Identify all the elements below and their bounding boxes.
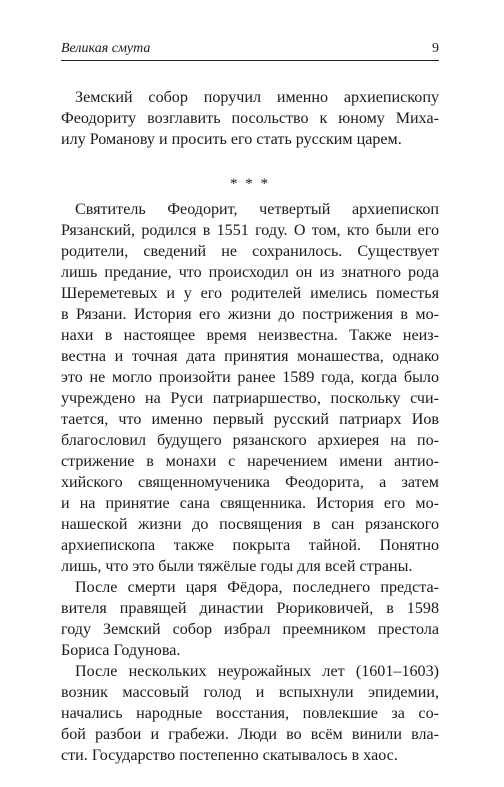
text-line: году Земский собор избрал преемником престола xyxy=(61,621,439,638)
text-line: хийского священномученика Феодорита, а затем xyxy=(61,474,439,491)
paragraph-2 xyxy=(61,199,439,577)
paragraph-1 xyxy=(61,87,439,150)
text-line: архиепископа также покрыта тайной. Понятно xyxy=(61,537,439,554)
text-line: вестна и точная дата принятия монашества, однако xyxy=(61,348,439,365)
text-line: благословил будущего рязанского архиерея на по- xyxy=(61,432,439,449)
text-line: Земский собор поручил именно архиепископу xyxy=(75,89,439,106)
text-line: Рязанский, родился в 1551 году. О том, кто были его xyxy=(61,222,439,239)
text-line: начались народные восстания, повлекшие за со- xyxy=(61,705,439,722)
text-line: После нескольких неурожайных лет (1601–1603) xyxy=(75,663,439,680)
running-header xyxy=(61,40,439,61)
body-text xyxy=(61,87,439,766)
text-line: нахи в настоящее время неизвестна. Также неиз- xyxy=(61,327,439,344)
text-line: учреждено на Руси патриаршество, поскольку счи- xyxy=(61,390,439,407)
text-line: бой разбои и грабежи. Люди во всём винили вла- xyxy=(61,726,439,743)
section-separator: * * * xyxy=(230,176,270,192)
text-line: это не могло произойти ранее 1589 года, когда было xyxy=(61,369,439,386)
page-number: 9 xyxy=(432,41,439,56)
text-line: лишь, что это были тяжёлые годы для всей страны. xyxy=(61,558,413,575)
book-page xyxy=(61,40,439,766)
text-line: Феодориту возглавить посольство к юному Миха- xyxy=(61,110,439,127)
text-line: родители, сведений не сохранилось. Существует xyxy=(61,243,439,260)
text-line: лишь предание, что происходил он из знатного рода xyxy=(61,264,439,281)
paragraph-3 xyxy=(61,577,439,661)
text-line: Святитель Феодорит, четвертый архиепископ xyxy=(75,201,439,218)
text-line: возник массовый голод и вспыхнули эпидемии, xyxy=(61,684,439,701)
text-line: сти. Государство постепенно скатывалось в хаос. xyxy=(61,747,398,764)
text-line: в Рязани. История его жизни до пострижения в мо- xyxy=(61,306,439,323)
text-line: Шереметевых и у его родителей имелись поместья xyxy=(61,285,439,302)
running-title: Великая смута xyxy=(61,41,151,56)
paragraph-4 xyxy=(61,661,439,766)
text-line: и на принятие сана священника. История его мо- xyxy=(61,495,439,512)
text-line: стрижение в монахи с наречением имени антио- xyxy=(61,453,439,470)
text-line: тается, что именно первый русский патриарх Иов xyxy=(61,411,439,428)
text-line: Бориса Годунова. xyxy=(61,642,181,659)
text-line: нашеской жизни до посвящения в сан рязанского xyxy=(61,516,439,533)
text-line: вителя правящей династии Рюриковичей, в 1598 xyxy=(61,600,439,617)
text-line: После смерти царя Фёдора, последнего предста- xyxy=(75,579,439,596)
text-line: илу Романову и просить его стать русским царем. xyxy=(61,131,402,148)
